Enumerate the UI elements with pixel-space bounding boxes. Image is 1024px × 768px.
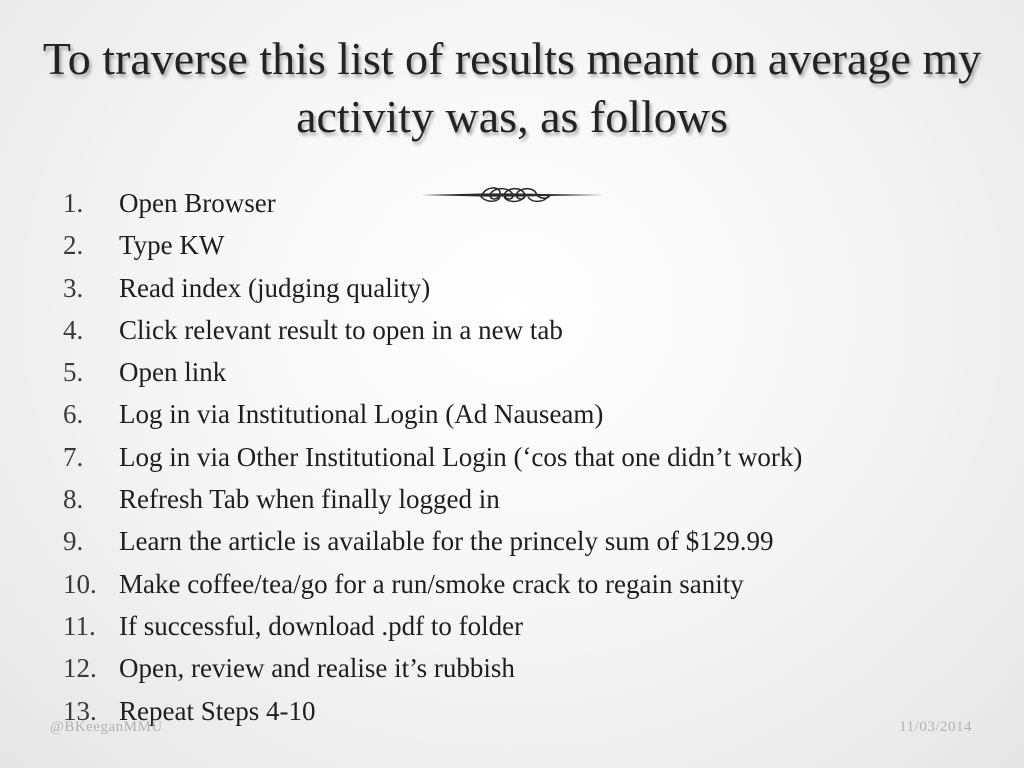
step-number: 3. <box>63 272 84 303</box>
footer-date: 11/03/2014 <box>899 719 972 735</box>
list-item <box>63 605 1003 647</box>
step-number: 4. <box>63 314 84 345</box>
step-number: 12. <box>63 653 97 684</box>
step-number: 10. <box>63 568 97 599</box>
slide-title: To traverse this list of results meant on average my activity was, as follows <box>42 33 982 142</box>
step-number: 6. <box>63 399 84 430</box>
step-text: Open link <box>119 357 227 388</box>
step-number: 1. <box>63 188 84 218</box>
step-text: Log in via Other Institutional Login (‘cos that one didn’t work) <box>119 441 803 472</box>
step-text: Log in via Institutional Login (Ad Nauseam) <box>119 399 604 430</box>
list-item <box>63 309 1003 351</box>
footer-author: @BKeeganMMU <box>50 719 163 735</box>
list-item <box>63 647 1003 689</box>
step-number: 2. <box>63 230 84 261</box>
step-text: Repeat Steps 4-10 <box>119 695 316 726</box>
step-number: 7. <box>63 441 84 472</box>
list-item <box>63 182 1003 224</box>
step-text: Learn the article is available for the princely sum of $129.99 <box>119 526 774 557</box>
step-text: If successful, download .pdf to folder <box>119 610 524 641</box>
step-number: 9. <box>63 526 84 557</box>
list-item <box>63 351 1003 393</box>
step-text: Make coffee/tea/go for a run/smoke crack to regain sanity <box>119 568 744 599</box>
list-item <box>63 563 1003 605</box>
step-text: Click relevant result to open in a new tab <box>119 314 563 345</box>
step-text: Open, review and realise it’s rubbish <box>119 653 515 684</box>
list-item <box>63 436 1003 478</box>
list-item <box>63 690 1003 732</box>
steps-list <box>63 182 1003 732</box>
step-text: Type KW <box>119 230 225 261</box>
step-number: 13. <box>63 695 97 726</box>
step-number: 11. <box>63 610 96 641</box>
step-number: 8. <box>63 484 84 515</box>
step-text: Refresh Tab when finally logged in <box>119 484 500 515</box>
step-number: 5. <box>63 357 84 388</box>
list-item <box>63 224 1003 266</box>
list-item <box>63 267 1003 309</box>
list-item <box>63 520 1003 562</box>
step-text: Open Browser <box>119 188 276 218</box>
list-item <box>63 478 1003 520</box>
list-item <box>63 393 1003 435</box>
step-text: Read index (judging quality) <box>119 272 431 303</box>
